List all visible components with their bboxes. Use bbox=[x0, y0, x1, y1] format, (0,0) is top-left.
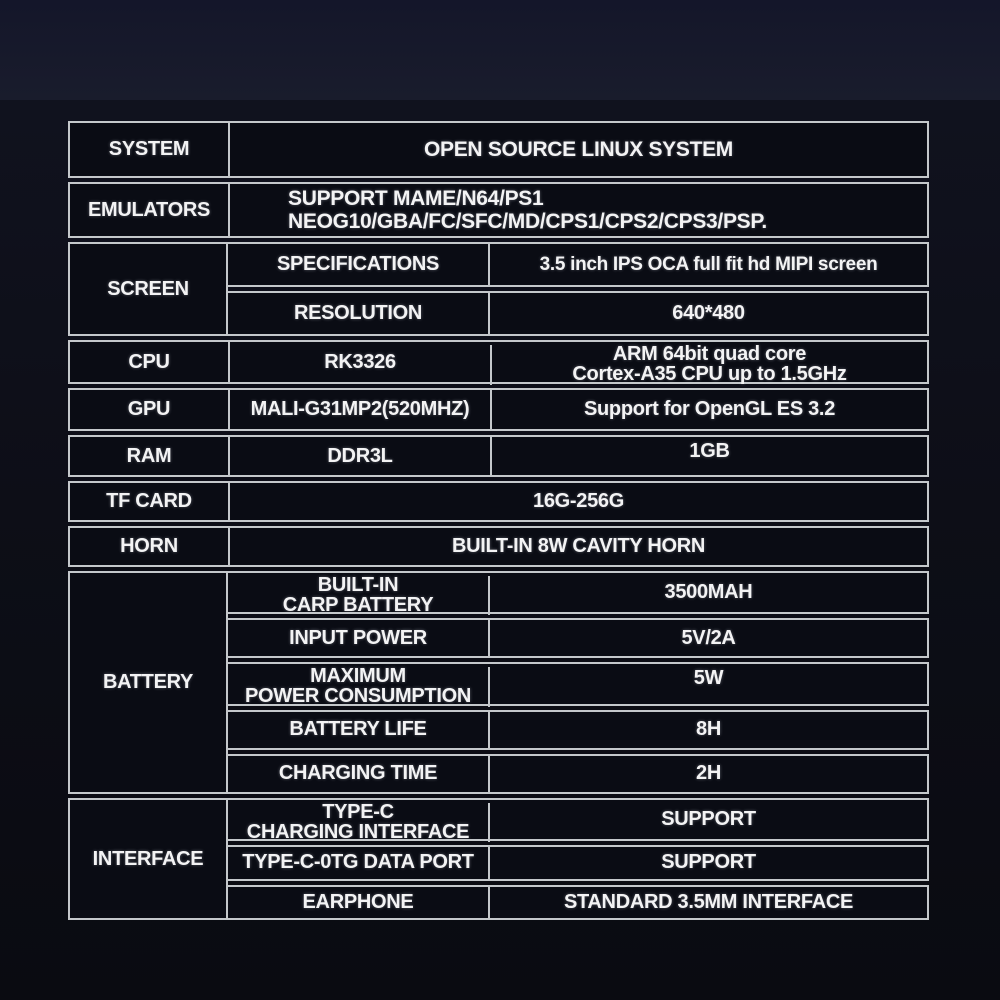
category-label: SCREEN bbox=[107, 277, 189, 300]
interface-subrows bbox=[228, 798, 929, 920]
label-text: EARPHONE bbox=[302, 890, 414, 913]
subrow-builtin-battery bbox=[228, 571, 929, 614]
subrow-resolution bbox=[228, 291, 929, 336]
label-cell-resolution bbox=[228, 293, 490, 334]
value-text: BUILT-IN 8W CAVITY HORN bbox=[451, 535, 706, 557]
value-text: SUPPORT bbox=[661, 851, 756, 874]
category-label: SYSTEM bbox=[108, 138, 190, 160]
row-gpu bbox=[68, 388, 929, 431]
row-ram bbox=[68, 435, 929, 477]
category-cell-ram bbox=[70, 437, 228, 475]
label-cell-ram bbox=[228, 437, 490, 475]
subrow-earphone bbox=[228, 885, 929, 920]
value-cell-charging-time bbox=[490, 756, 927, 792]
label-cell-charging-time bbox=[228, 756, 490, 792]
subrow-battery-life bbox=[228, 710, 929, 750]
category-cell-emulators bbox=[70, 184, 228, 236]
label-text-line2: CHARGING INTERFACE bbox=[246, 820, 470, 843]
value-text: 3.5 inch IPS OCA full fit hd MIPI screen bbox=[539, 253, 878, 275]
value-cell-typec-otg bbox=[490, 847, 927, 878]
label-cell-typec-otg bbox=[228, 847, 490, 878]
row-tfcard bbox=[68, 481, 929, 522]
battery-subrows bbox=[228, 571, 929, 794]
category-cell-horn bbox=[70, 528, 228, 565]
label-text: SPECIFICATIONS bbox=[276, 253, 440, 275]
label-cell-gpu bbox=[228, 390, 490, 429]
row-system bbox=[68, 121, 929, 178]
spec-table bbox=[68, 121, 929, 920]
row-emulators bbox=[68, 182, 929, 238]
label-text: BATTERY LIFE bbox=[289, 718, 427, 741]
label-text: RK3326 bbox=[324, 350, 396, 373]
category-label: RAM bbox=[126, 444, 172, 467]
value-cell-input-power bbox=[490, 620, 927, 656]
row-group-interface bbox=[68, 798, 929, 920]
value-text: 8H bbox=[696, 718, 721, 741]
category-cell-battery bbox=[68, 571, 228, 794]
value-cell-earphone bbox=[490, 887, 927, 918]
value-text: SUPPORT bbox=[661, 808, 756, 831]
value-cell-resolution bbox=[490, 293, 927, 334]
value-text: 3500MAH bbox=[664, 581, 753, 604]
value-cell-max-power bbox=[490, 664, 927, 703]
screen-subrows bbox=[228, 242, 929, 336]
label-cell-specifications bbox=[228, 244, 490, 285]
value-text-line2: NEOG10/GBA/FC/SFC/MD/CPS1/CPS2/CPS3/PSP. bbox=[288, 210, 767, 233]
category-cell-cpu bbox=[70, 342, 228, 382]
row-cpu bbox=[68, 340, 929, 384]
label-text-line2: CARP BATTERY bbox=[282, 593, 434, 616]
value-cell-cpu bbox=[490, 345, 927, 385]
row-group-battery bbox=[68, 571, 929, 794]
label-text-line1: TYPE-C bbox=[322, 801, 394, 823]
value-cell-specifications bbox=[490, 244, 927, 285]
label-text: INPUT POWER bbox=[289, 626, 427, 649]
category-label: BATTERY bbox=[102, 671, 194, 693]
label-text-line1: MAXIMUM bbox=[310, 665, 406, 688]
category-label: INTERFACE bbox=[92, 847, 204, 870]
label-cell-cpu bbox=[228, 342, 490, 382]
label-text: MALI-G31MP2(520MHZ) bbox=[250, 398, 470, 420]
value-cell-ram bbox=[490, 437, 927, 475]
category-label: EMULATORS bbox=[87, 198, 211, 221]
background-top-band bbox=[0, 0, 1000, 100]
category-label: TF CARD bbox=[106, 490, 192, 512]
row-horn bbox=[68, 526, 929, 567]
value-text: 2H bbox=[696, 762, 721, 785]
label-cell-typec-charging bbox=[228, 803, 490, 842]
value-text: 16G-256G bbox=[533, 490, 624, 512]
value-cell-emulators bbox=[228, 184, 927, 236]
label-cell-max-power bbox=[228, 667, 490, 706]
row-group-screen bbox=[68, 242, 929, 336]
value-cell-tfcard bbox=[228, 483, 927, 520]
value-cell-builtin-battery bbox=[490, 573, 927, 612]
value-text: STANDARD 3.5MM INTERFACE bbox=[563, 890, 854, 913]
value-text-line2: Cortex-A35 CPU up to 1.5GHz bbox=[572, 363, 847, 385]
label-text: RESOLUTION bbox=[293, 302, 423, 324]
value-text-line1: SUPPORT MAME/N64/PS1 bbox=[288, 186, 544, 210]
value-cell-typec-charging bbox=[490, 800, 927, 839]
value-cell-system bbox=[228, 123, 927, 176]
value-cell-battery-life bbox=[490, 712, 927, 748]
label-cell-earphone bbox=[228, 887, 490, 918]
label-cell-battery-life bbox=[228, 712, 490, 748]
label-text-line2: POWER CONSUMPTION bbox=[244, 684, 471, 707]
value-text: 640*480 bbox=[672, 302, 745, 324]
value-text: 1GB bbox=[689, 440, 730, 462]
label-cell-builtin-battery bbox=[228, 576, 490, 615]
subrow-max-power bbox=[228, 662, 929, 705]
category-cell-interface bbox=[68, 798, 228, 920]
category-cell-tfcard bbox=[70, 483, 228, 520]
category-label: CPU bbox=[128, 350, 170, 373]
category-cell-gpu bbox=[70, 390, 228, 429]
subrow-typec-otg bbox=[228, 845, 929, 880]
value-cell-horn bbox=[228, 528, 927, 565]
value-text: Support for OpenGL ES 3.2 bbox=[583, 398, 836, 420]
label-text: DDR3L bbox=[327, 444, 393, 467]
label-text-line1: BUILT-IN bbox=[317, 574, 399, 596]
label-cell-input-power bbox=[228, 620, 490, 656]
subrow-specifications bbox=[228, 242, 929, 287]
label-text: CHARGING TIME bbox=[278, 762, 438, 785]
value-text: OPEN SOURCE LINUX SYSTEM bbox=[423, 137, 733, 161]
category-label: HORN bbox=[120, 535, 178, 557]
subrow-input-power bbox=[228, 618, 929, 658]
subrow-typec-charging bbox=[228, 798, 929, 841]
category-label: GPU bbox=[127, 398, 171, 420]
value-text: 5V/2A bbox=[681, 626, 736, 649]
value-text-line1: ARM 64bit quad core bbox=[612, 343, 807, 366]
category-cell-system bbox=[70, 123, 228, 176]
label-text: TYPE-C-0TG DATA PORT bbox=[242, 851, 474, 874]
value-text: 5W bbox=[693, 667, 724, 690]
category-cell-screen bbox=[68, 242, 228, 336]
value-cell-gpu bbox=[490, 390, 927, 429]
subrow-charging-time bbox=[228, 754, 929, 794]
